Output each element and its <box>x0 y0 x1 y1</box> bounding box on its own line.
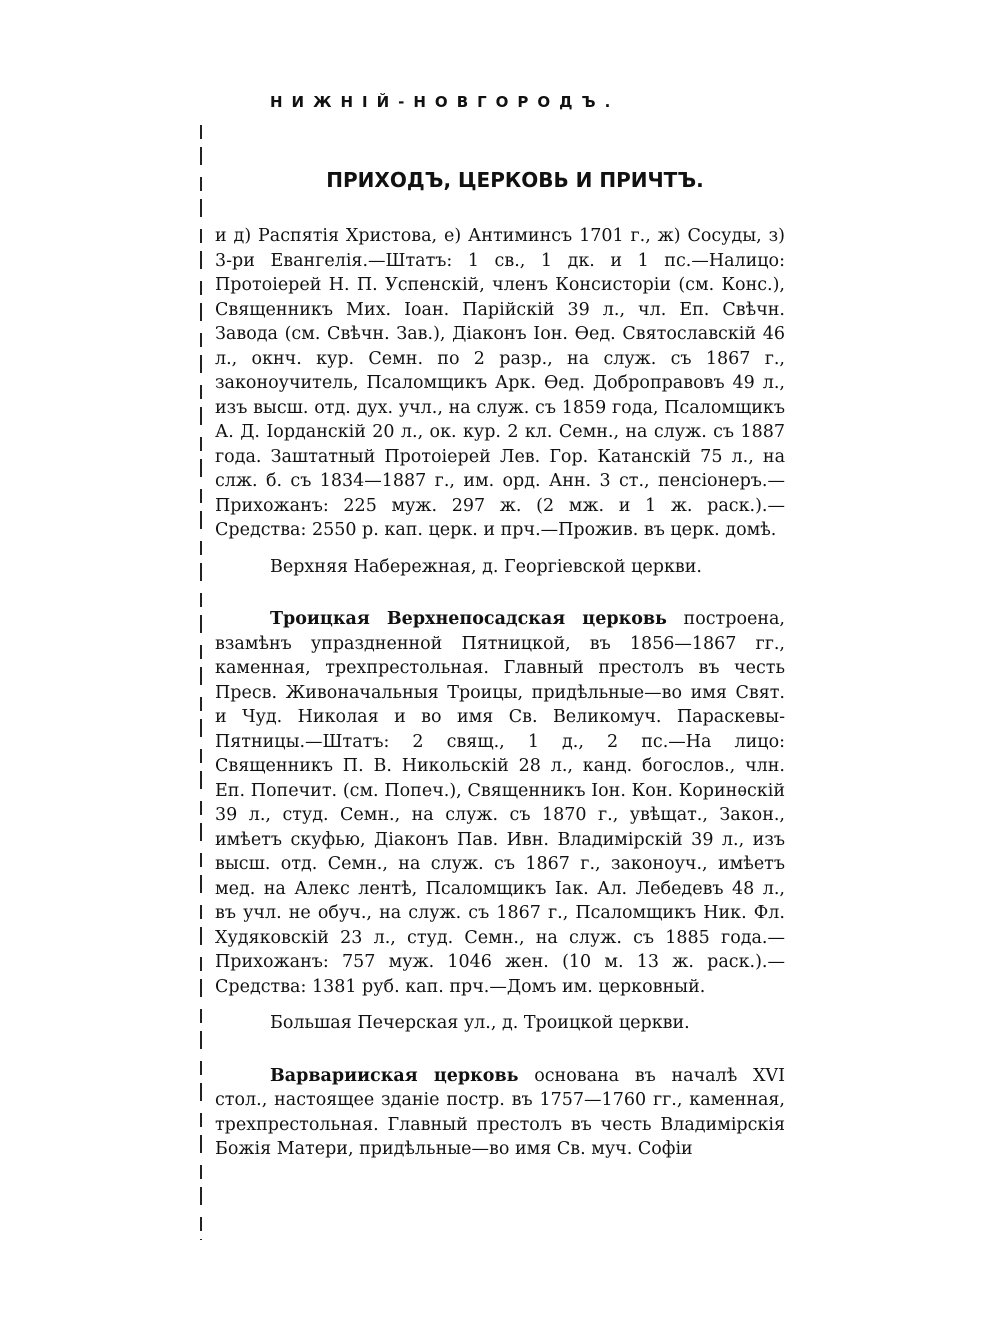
entry-address: Верхняя Набережная, д. Георгіевской церкви. <box>270 556 702 577</box>
entry-text: и д) Распятія Христова, е) Антиминсъ 1701 г., ж) Сосуды, з) 3-ри Евангелія.—Штатъ: 1 св., 1 дк. и 1 пс.—Налицо: Протоіерей Н. П. Успенскій, членъ Консисторіи (см. Конс.), Священникъ Мих. Іоан. Парійскій 39 л., чл. Еп. Свѣчн. Завода (см. Свѣчн. Зав.), Діаконъ Іон. Ѳед. Святославскій 46 л., окнч. кур. Семн. по 2 разр., на служ. съ 1867 г., законоучитель, Псаломщикъ Арк. Ѳед. Доброправовъ 49 л., изъ высш. отд. дух. учл., на служ. съ 1859 года, Псаломщикъ А. Д. Іорданскій 20 л., ок. кур. 2 кл. Семн., на служ. съ 1887 года. Заштатный Протоіерей Лев. Гор. Катанскій 75 л., на слж. б. съ 1834—1887 г., им. орд. Анн. 3 ст., пенсіонеръ.—Прихожанъ: 225 муж. 297 ж. (2 мж. и 1 ж. раск.).—Средства: 2550 р. кап. церк. и прч.—Прожив. въ церк. домѣ. <box>215 226 785 540</box>
section-title: ПРИХОДЪ, ЦЕРКОВЬ И ПРИЧТЪ. <box>326 168 704 192</box>
margin-rule <box>200 125 202 1240</box>
running-head: НИЖНІЙ-НОВГОРОДЪ. <box>270 93 620 111</box>
entry-paragraph <box>215 224 785 543</box>
entry-lead: Троицкая Верхнепосадская церковь <box>270 609 667 629</box>
entry-text: построена, взамѣнъ упраздненной Пятницкой, въ 1856—1867 гг., каменная, трехпрестольная. Главный престолъ въ честь Пресв. Живоначальныя Троицы, придѣльные—во имя Свят. и Чуд. Николая и во имя Св. Великомуч. Параскевы-Пятницы.—Штатъ: 2 свящ., 1 д., 2 пс.—На лицо: Священникъ П. В. Никольскій 28 л., канд. богослов., члн. Еп. Попечит. (см. Попеч.), Священникъ Іон. Кон. Коринѳскій 39 л., студ. Семн., на служ. съ 1870 г., увѣщат., Закон., имѣетъ скуфью, Діаконъ Пав. Ивн. Владимірскій 39 л., изъ высш. отд. Семн., на служ. съ 1867 г., законоуч., имѣетъ мед. на Алекс лентѣ, Псаломщикъ Іак. Ал. Лебедевъ 48 л., въ учл. не обуч., на служ. съ 1867 г., Псаломщикъ Ник. Фл. Худяковскій 23 л., студ. Семн., на служ. съ 1885 года.—Прихожанъ: 757 муж. 1046 жен. (10 м. 13 ж. раск.).—Средства: 1381 руб. кап. прч.—Домъ им. церковный. <box>215 609 785 997</box>
entry-address: Большая Печерская ул., д. Троицкой церкви. <box>270 1013 690 1033</box>
entry-paragraph <box>215 1064 785 1162</box>
entry-paragraph <box>215 607 785 999</box>
entry-lead: Варварииская церковь <box>270 1065 519 1086</box>
text-column <box>215 168 785 1162</box>
entry-text: основана въ началѣ XVI стол., настоящее зданіе постр. въ 1757—1760 гг., каменная, трехпрестольная. Главный престолъ въ честь Владимірскія Божія Матери, придѣльные—во имя Св. муч. Софіи <box>215 1065 785 1159</box>
